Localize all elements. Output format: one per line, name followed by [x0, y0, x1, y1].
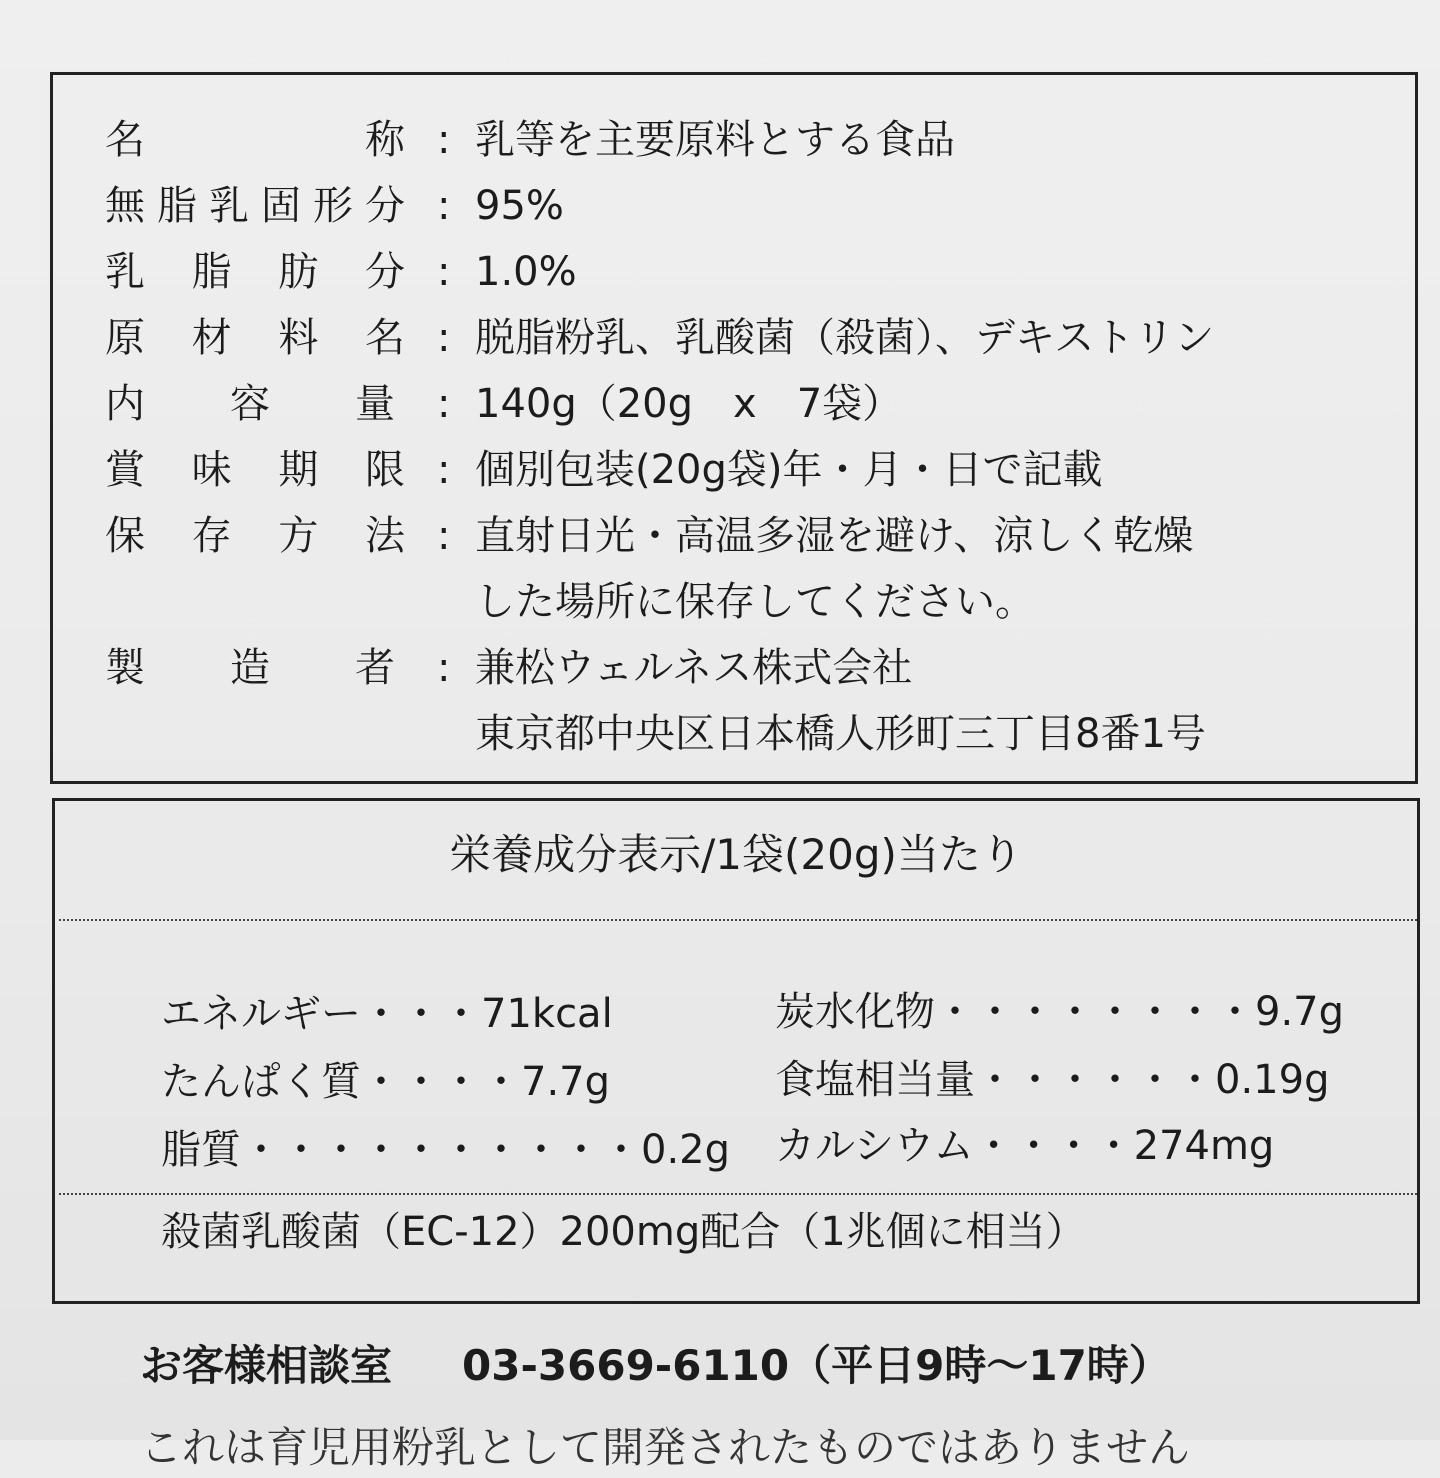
nutrition-item-calcium [775, 1115, 1274, 1177]
colon: : [437, 315, 451, 361]
label-char: 乳 [105, 249, 145, 295]
nutrition-item-carbohydrate [775, 981, 1344, 1043]
nutrient-name: 脂質 [161, 1127, 241, 1173]
leader-dots: ・・・ [361, 991, 481, 1037]
row-value: 95% [475, 183, 564, 229]
label-char: 分 [365, 183, 405, 229]
contact-label: お客様相談室 [140, 1341, 393, 1390]
label-char: 味 [191, 447, 232, 493]
label-char: 造 [230, 645, 270, 691]
row-value-line2: 東京都中央区日本橋人形町三丁目8番1号 [475, 711, 1206, 757]
label-char: 料 [278, 315, 319, 361]
leader-dots: ・・・・・・・・ [935, 989, 1255, 1035]
label-char: 固 [261, 183, 301, 229]
label-char: 者 [355, 645, 395, 691]
nutrient-value: 0.2g [641, 1127, 731, 1173]
row-value: 140g（20g x 7袋） [475, 381, 903, 427]
label-char: 容 [230, 381, 270, 427]
row-label [105, 503, 405, 569]
product-info-box [50, 72, 1418, 784]
colon: : [437, 117, 451, 163]
nutrition-facts-box [52, 798, 1420, 1304]
label-char: 乳 [209, 183, 249, 229]
label-char: 内 [105, 381, 145, 427]
label-char: 脂 [191, 249, 232, 295]
row-value: 個別包装(20g袋)年・月・日で記載 [475, 447, 1103, 493]
label-char: 存 [191, 513, 232, 559]
label-char: 材 [191, 315, 232, 361]
nutrient-value: 274mg [1133, 1123, 1275, 1169]
cutoff-notice: これは育児用粉乳として開発されたものではありません [140, 1423, 1191, 1472]
label-char: 名 [364, 315, 405, 361]
leader-dots: ・・・・・・・・・・ [241, 1127, 641, 1173]
row-label [105, 437, 405, 503]
colon: : [437, 447, 451, 493]
row-value: 1.0% [475, 249, 577, 295]
nutrient-name: たんぱく質 [161, 1059, 361, 1105]
nutrient-name: 炭水化物 [775, 989, 935, 1035]
nutrition-item-energy [161, 983, 613, 1045]
nutrient-value: 71kcal [481, 991, 613, 1037]
label-char: 方 [278, 513, 319, 559]
row-value: 兼松ウェルネス株式会社 [475, 645, 913, 691]
nutrient-value: 9.7g [1255, 989, 1345, 1035]
label-char: 製 [105, 645, 145, 691]
leader-dots: ・・・・ [973, 1123, 1134, 1169]
row-value: 脱脂粉乳、乳酸菌（殺菌）、デキストリン [475, 315, 1215, 361]
nutrient-value: 7.7g [521, 1059, 611, 1105]
row-label [105, 305, 405, 371]
label-char: 原 [105, 315, 145, 361]
label-char: 分 [364, 249, 405, 295]
colon: : [437, 183, 451, 229]
row-value-line2: した場所に保存してください。 [475, 579, 1035, 625]
colon: : [437, 249, 451, 295]
colon: : [437, 513, 451, 559]
colon: : [437, 381, 451, 427]
dotted-divider [59, 919, 1417, 921]
nutrition-item-protein [161, 1051, 610, 1113]
nutrient-value: 0.19g [1215, 1057, 1330, 1103]
label-char: 保 [105, 513, 145, 559]
leader-dots: ・・・・・・ [975, 1057, 1215, 1103]
label-char: 限 [364, 447, 405, 493]
nutrient-name: カルシウム [775, 1123, 974, 1169]
label-char: 量 [355, 381, 395, 427]
contact-phone: 03-3669-6110（平日9時～17時） [462, 1341, 1171, 1390]
row-label [105, 635, 395, 701]
row-value: 乳等を主要原料とする食品 [475, 117, 955, 163]
row-label [105, 107, 405, 173]
label-char: 期 [278, 447, 319, 493]
label-char: 形 [313, 183, 353, 229]
customer-contact [140, 1334, 1171, 1398]
row-label [105, 173, 405, 239]
leader-dots: ・・・・ [361, 1059, 521, 1105]
nutrition-item-salt [775, 1049, 1329, 1111]
label-char: 肪 [278, 249, 319, 295]
label-char: 脂 [157, 183, 197, 229]
nutrition-title: 栄養成分表示/1袋(20g)当たり [449, 830, 1023, 879]
nutrition-item-fat [161, 1119, 730, 1181]
label-char: 賞 [105, 447, 145, 493]
probiotic-footnote: 殺菌乳酸菌（EC-12）200mg配合（1兆個に相当） [161, 1209, 1086, 1255]
colon: : [437, 645, 451, 691]
row-value: 直射日光・高温多湿を避け、涼しく乾燥 [475, 513, 1194, 559]
label-char: 法 [364, 513, 405, 559]
dotted-divider [59, 1193, 1417, 1195]
label-char: 称 [365, 117, 405, 163]
label-char: 無 [105, 183, 145, 229]
row-label [105, 239, 405, 305]
row-label [105, 371, 395, 437]
label-char: 名 [105, 117, 145, 163]
nutrient-name: エネルギー [161, 991, 361, 1037]
nutrient-name: 食塩相当量 [775, 1057, 975, 1103]
